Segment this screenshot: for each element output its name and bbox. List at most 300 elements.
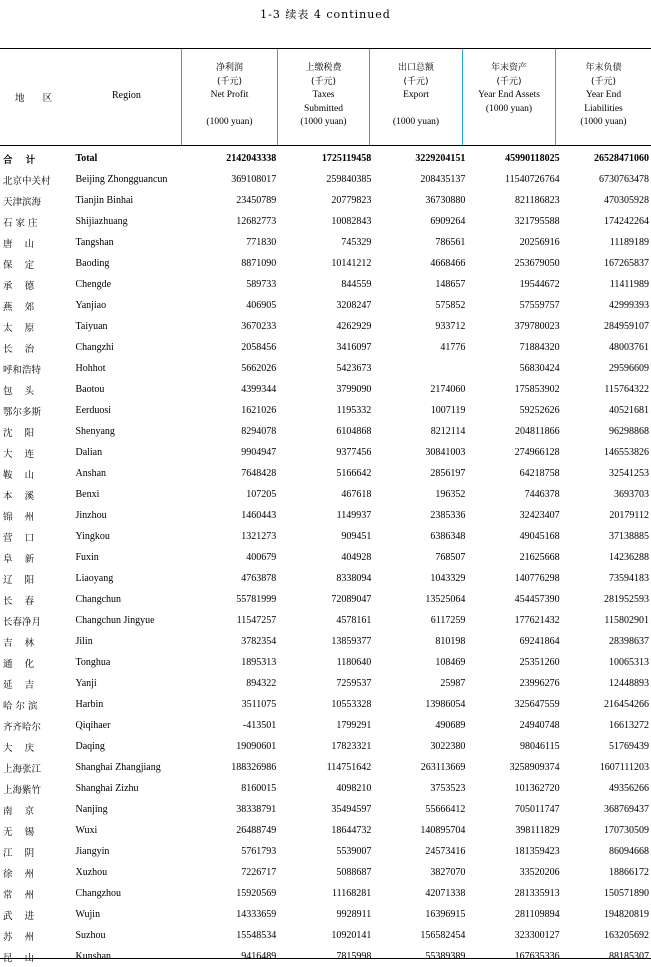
table-row [0,316,651,337]
value-cell: 284959107 [604,321,649,332]
value-cell: 24573416 [425,846,466,857]
value-cell: 9928911 [336,909,372,920]
region-en-cell: Harbin [75,699,104,710]
value-cell: 6104868 [336,426,372,437]
value-cell: 11168281 [332,888,372,899]
value-cell: 10553328 [331,699,372,710]
table-row [0,610,651,631]
column-header-en: Year End Liabilities [584,90,623,114]
value-cell: 1043329 [430,573,466,584]
value-cell: 107205 [246,489,277,500]
value-cell: 5761793 [241,846,277,857]
value-cell: 24940748 [519,720,560,731]
value-cell: 3258909374 [509,762,560,773]
table-row [0,736,651,757]
region-cn-cell: 江 阴 [3,847,35,859]
value-cell: 1007119 [430,405,466,416]
value-cell: 4098210 [336,783,372,794]
value-cell: 7446378 [524,489,560,500]
region-en-cell: Eerduosi [75,405,112,416]
region-en-cell: Shijiazhuang [75,216,128,227]
value-cell: 208435137 [420,174,466,185]
value-cell [373,358,467,379]
region-en-cell: Baoding [75,258,110,269]
column-header [182,62,277,129]
region-en-cell: Taiyuan [75,321,108,332]
value-cell: 26488749 [236,825,277,836]
table-row [0,295,651,316]
value-cell: 15920569 [236,888,277,899]
value-cell: 5539007 [336,846,372,857]
value-cell: 86094668 [609,846,649,857]
value-cell: 768507 [435,552,466,563]
value-cell: 8871090 [241,258,277,269]
value-cell: 1149937 [336,510,372,521]
region-en-cell: Shenyang [75,426,115,437]
value-cell: 10141212 [331,258,372,269]
region-cn-cell: 合 计 [3,154,36,166]
region-en-cell: Suzhou [75,930,106,941]
value-cell: 1621026 [241,405,277,416]
value-cell: 38338791 [236,804,277,815]
region-en-cell: Benxi [75,489,100,500]
value-cell: 325647559 [514,699,560,710]
column-header-en: Year End Assets [478,90,540,100]
value-cell: 745329 [341,237,372,248]
table-row [0,925,651,946]
table-row [0,904,651,925]
value-cell: 156582454 [420,930,466,941]
value-cell: 194820819 [604,909,649,920]
table-row [0,715,651,736]
table-row [0,211,651,232]
value-cell: 45990118025 [505,153,560,164]
value-cell: 454457390 [514,594,560,605]
value-cell: 41776 [440,342,466,353]
region-cn-cell: 长春净月 [3,616,42,628]
region-cn-cell: 石 家 庄 [3,217,38,229]
region-en-cell: Liaoyang [75,573,114,584]
column-header-unit-cn: (千元) [310,76,337,87]
region-cn-cell: 齐齐哈尔 [3,721,42,733]
value-cell: 1321273 [241,531,277,542]
value-cell: 281952593 [604,594,649,605]
value-cell: 35494597 [331,804,372,815]
region-cn-cell: 长 春 [3,595,35,607]
value-cell: -413501 [242,720,277,731]
table-title: 1-3 续表 4 continued [260,8,391,21]
region-cn-cell: 大 庆 [3,742,35,754]
value-cell: 140895704 [420,825,466,836]
value-cell: 467618 [341,489,372,500]
value-cell: 12448893 [609,678,649,689]
table-row [0,778,651,799]
region-cn-cell: 苏 州 [3,931,35,943]
region-en-cell: Jinzhou [75,510,107,521]
total-row [0,148,651,169]
value-cell: 6386348 [430,531,466,542]
value-cell: 140776298 [514,573,560,584]
value-cell: 10082843 [331,216,372,227]
table-row [0,400,651,421]
table-row [0,442,651,463]
value-cell: 115802901 [604,615,649,626]
region-en-cell: Changchun [75,594,122,605]
value-cell: 146553826 [604,447,649,458]
table-row [0,337,651,358]
value-cell: 13525064 [425,594,466,605]
value-cell: 57559757 [519,300,560,311]
value-cell: 7226717 [241,867,277,878]
value-cell: 188326986 [231,762,277,773]
value-cell: 4668466 [430,258,466,269]
region-en-cell: Nanjing [75,804,108,815]
value-cell: 55781999 [236,594,277,605]
value-cell: 5088687 [336,867,372,878]
value-cell: 3827070 [430,867,466,878]
region-en-cell: Tonghua [75,657,111,668]
value-cell: 71884320 [519,342,560,353]
value-cell: 32541253 [609,468,649,479]
value-cell: 406905 [246,300,277,311]
region-cn-cell: 燕 郊 [3,301,35,313]
value-cell: 9377456 [336,447,372,458]
value-cell: 23450789 [236,195,277,206]
table-row [0,484,651,505]
region-en-cell: Changchun Jingyue [75,615,155,626]
value-cell: 13986054 [425,699,466,710]
value-cell: 20256916 [519,237,560,248]
value-cell: 1725119458 [321,153,372,164]
region-cn-cell: 长 治 [3,343,35,355]
value-cell: 16613272 [609,720,649,731]
value-cell: 1895313 [241,657,277,668]
table-row [0,253,651,274]
region-cn-cell: 徐 州 [3,868,35,880]
value-cell: 13859377 [331,636,372,647]
table-row [0,883,651,904]
table-row [0,169,651,190]
region-cn-cell: 锦 州 [3,511,35,523]
value-cell: 281109894 [514,909,560,920]
region-cn-cell: 本 溪 [3,490,35,502]
region-cn-cell: 鄂尔多斯 [3,406,42,418]
region-en-cell: Daqing [75,741,105,752]
column-header-cn: 年末负债 [585,63,622,73]
value-cell: 163205692 [604,930,649,941]
value-cell: 23996276 [519,678,560,689]
value-cell: 8212114 [430,426,466,437]
region-cn-cell: 无 锡 [3,826,35,838]
value-cell: 42071338 [425,888,466,899]
value-cell: 59252626 [519,405,560,416]
value-cell: 3670233 [241,321,277,332]
region-en-cell: Shanghai Zizhu [75,783,139,794]
table-row [0,841,651,862]
region-cn-cell: 延 吉 [3,679,35,691]
value-cell: 48003761 [609,342,649,353]
value-cell: 96298868 [609,426,649,437]
table-row [0,358,651,379]
value-cell: 263113669 [420,762,466,773]
column-header-unit-en: (1000 yuan) [485,103,533,114]
region-cn-cell: 阜 新 [3,553,35,565]
table-row [0,421,651,442]
column-header-en: Taxes Submitted [303,90,344,114]
value-cell: 3511075 [241,699,277,710]
table-row [0,190,651,211]
region-en-cell: Qiqihaer [75,720,111,731]
value-cell: 49045168 [519,531,560,542]
value-cell: 36730880 [425,195,466,206]
table-row [0,694,651,715]
table-row [0,463,651,484]
value-cell: 55666412 [425,804,466,815]
value-cell: 20179112 [609,510,649,521]
column-header [556,62,651,130]
region-cn-cell: 唐 山 [3,238,35,250]
column-header-en: Export [403,90,429,100]
table-row [0,232,651,253]
region-cn-cell: 武 进 [3,910,35,922]
value-cell: 18644732 [331,825,372,836]
value-cell: 253679050 [514,258,560,269]
value-cell: 14333659 [236,909,277,920]
region-en-header: Region [112,90,141,101]
value-cell: 181359423 [514,846,560,857]
region-cn-cell: 天津滨海 [3,196,42,208]
value-cell: 1607111203 [599,762,649,773]
value-cell: 8160015 [241,783,277,794]
table-row [0,547,651,568]
value-cell: 4399344 [241,384,277,395]
region-en-cell: Anshan [75,468,107,479]
value-cell: 379780023 [514,321,560,332]
table-row [0,274,651,295]
value-cell: 9416489 [241,951,277,962]
region-cn-cell: 通 化 [3,658,35,670]
value-cell: 321795588 [514,216,560,227]
value-cell: 589733 [246,279,277,290]
value-cell: 167635336 [514,951,560,962]
value-cell: 32423407 [519,510,560,521]
column-header-unit-en: (1000 yuan) [580,117,627,127]
region-en-cell: Shanghai Zhangjiang [75,762,161,773]
value-cell: 10920141 [331,930,372,941]
value-cell: 216454266 [604,699,649,710]
value-cell: 7259537 [336,678,372,689]
value-cell: 4262929 [336,321,372,332]
value-cell: 2174060 [430,384,466,395]
value-cell: 19544672 [519,279,560,290]
table-row [0,505,651,526]
region-en-cell: Tianjin Binhai [75,195,134,206]
value-cell: 21625668 [519,552,560,563]
region-en-cell: Hohhot [75,363,106,374]
column-header [278,62,369,130]
value-cell: 398111829 [515,825,560,836]
data-table [0,148,651,967]
value-cell: 369108017 [231,174,277,185]
table-row [0,673,651,694]
column-header-unit-cn: (千元) [403,76,429,87]
value-cell: 29596609 [609,363,649,374]
value-cell: 8294078 [241,426,277,437]
value-cell: 115764322 [604,384,649,395]
value-cell: 37138885 [609,531,649,542]
region-cn-cell: 吉 林 [3,637,35,649]
value-cell: 114751642 [326,762,372,773]
region-cn-cell: 哈 尔 滨 [3,700,38,712]
value-cell: 88185307 [609,951,649,962]
region-en-cell: Wuxi [75,825,98,836]
value-cell: 28398637 [609,636,649,647]
table-row [0,379,651,400]
value-cell: 98046115 [519,741,560,752]
region-cn-cell: 鞍 山 [3,469,35,481]
value-cell: 15548534 [236,930,277,941]
value-cell: 274966128 [514,447,560,458]
value-cell: 6730763478 [599,174,649,185]
value-cell: 3753523 [430,783,466,794]
region-en-cell: Yingkou [75,531,110,542]
value-cell: 49356266 [609,783,649,794]
value-cell: 786561 [435,237,466,248]
value-cell: 894322 [246,678,277,689]
region-cn-cell: 呼和浩特 [3,364,42,376]
value-cell: 73594183 [609,573,649,584]
region-en-cell: Tangshan [75,237,114,248]
column-header [370,62,462,129]
column-header-unit-en: (1000 yuan) [206,116,253,127]
value-cell: 2058456 [241,342,277,353]
value-cell: 5662026 [241,363,277,374]
value-cell: 3208247 [336,300,372,311]
value-cell: 3229204151 [415,153,466,164]
region-en-cell: Yanjiao [75,300,107,311]
value-cell: 6117259 [430,615,466,626]
table-row [0,757,651,778]
value-cell: 2385336 [430,510,466,521]
bottom-rule [0,958,651,959]
table-row [0,526,651,547]
value-cell: 7815998 [336,951,372,962]
value-cell: 40521681 [609,405,649,416]
value-cell: 42999393 [609,300,649,311]
value-cell: 20779823 [331,195,372,206]
value-cell: 11411989 [609,279,649,290]
value-cell: 11189189 [609,237,649,248]
value-cell: 4578161 [336,615,372,626]
table-row [0,631,651,652]
region-en-cell: Yanji [75,678,97,689]
value-cell: 7648428 [241,468,277,479]
table-row [0,799,651,820]
top-rule [0,48,651,49]
region-cn-cell: 南 京 [3,805,35,817]
table-row [0,568,651,589]
region-cn-cell: 上海紫竹 [3,784,42,796]
value-cell: 2856197 [430,468,466,479]
value-cell: 5166642 [336,468,372,479]
region-cn-header: 地 区 [15,93,53,104]
value-cell: 259840385 [326,174,372,185]
value-cell: 55389389 [425,951,466,962]
value-cell: 705011747 [514,804,560,815]
region-cn-cell: 太 原 [3,322,35,334]
value-cell: 19090601 [236,741,277,752]
column-header-unit-cn: (千元) [590,76,617,87]
value-cell: 196352 [435,489,466,500]
value-cell: 2142043338 [226,153,277,164]
region-cn-cell: 北京中关村 [3,175,51,187]
value-cell: 17823321 [331,741,372,752]
value-cell: 3799090 [336,384,372,395]
region-cn-cell: 辽 阳 [3,574,35,586]
column-header-cn: 上缴税费 [305,63,342,73]
value-cell: 6909264 [430,216,466,227]
region-cn-cell: 保 定 [3,259,35,271]
value-cell: 64218758 [519,468,560,479]
value-cell: 821186823 [514,195,560,206]
region-en-cell: Jiangyin [75,846,110,857]
value-cell: 148657 [435,279,466,290]
value-cell: 470305928 [604,195,649,206]
value-cell: 33520206 [519,867,560,878]
value-cell: 18866172 [609,867,649,878]
column-header-unit-en: (1000 yuan) [300,117,347,127]
value-cell: 167265837 [604,258,649,269]
value-cell: 25987 [440,678,466,689]
region-en-cell: Changzhi [75,342,114,353]
column-header-unit-cn: (千元) [216,76,243,87]
region-cn-cell: 大 连 [3,448,35,460]
value-cell: 10065313 [609,657,649,668]
value-cell: 771830 [246,237,277,248]
column-header-en: Net Profit [210,90,249,100]
region-en-cell: Dalian [75,447,103,458]
value-cell: 3782354 [241,636,277,647]
value-cell: 150571890 [604,888,649,899]
value-cell: 323300127 [514,930,560,941]
value-cell: 25351260 [519,657,560,668]
region-en-cell: Changzhou [75,888,122,899]
value-cell: 1195332 [336,405,372,416]
header-rule [0,145,651,146]
value-cell: 933712 [435,321,466,332]
value-cell: 11540726764 [504,174,560,185]
value-cell: 3416097 [336,342,372,353]
table-row [0,652,651,673]
column-header-cn: 净利润 [215,63,243,73]
column-header [463,62,555,116]
value-cell: 30841003 [425,447,466,458]
value-cell: 177621432 [514,615,560,626]
value-cell: 12682773 [236,216,277,227]
value-cell: 1180640 [336,657,372,668]
value-cell: 11547257 [236,615,277,626]
value-cell: 575852 [435,300,466,311]
region-en-cell: Xuzhou [75,867,108,878]
column-header-cn: 年末资产 [490,63,527,73]
region-en-cell: Jilin [75,636,93,647]
table-row [0,862,651,883]
region-cn-cell: 常 州 [3,889,35,901]
table-row [0,946,651,967]
region-en-cell: Chengde [75,279,112,290]
region-cn-cell: 上海张江 [3,763,42,775]
region-cn-cell: 承 德 [3,280,35,292]
